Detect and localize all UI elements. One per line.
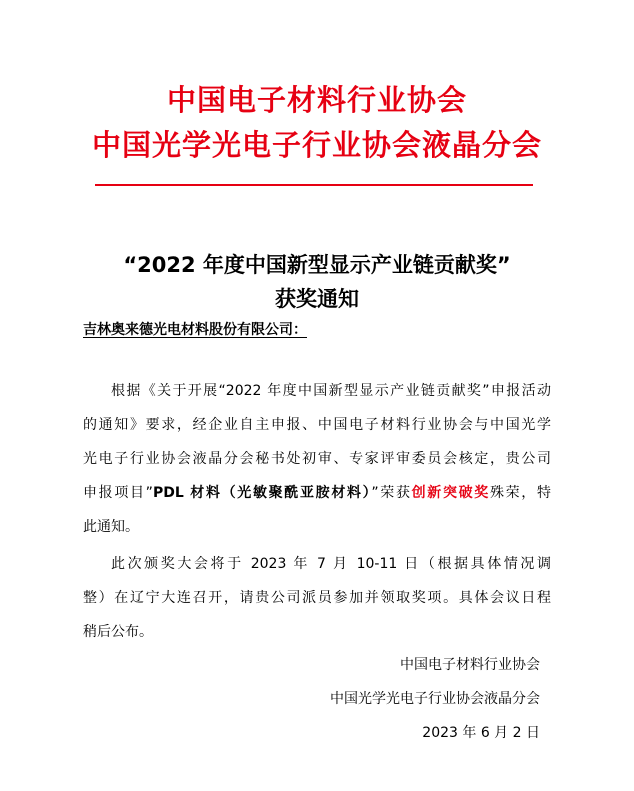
recipient-line: 吉林奥来德光电材料股份有限公司： [83,322,307,338]
paragraph-1-line-3: 光电子行业协会液晶分会秘书处初审、专家评审委员会核定，贵公司 [83,451,551,467]
signature-org-1: 中国电子材料行业协会 [400,657,540,673]
line-4-middle: ”荣获 [371,485,412,501]
document-title: “2022 年度中国新型显示产业链贡献奖” [123,253,511,277]
body-paragraph-2 [83,547,551,649]
paragraph-1-line-1: 根据《关于开展“2022 年度中国新型显示产业链贡献奖”申报活动 [111,383,551,399]
issuer-header-line-2: 中国光学光电子行业协会液晶分会 [91,128,542,162]
line-4-prefix: 申报项目” [83,485,153,501]
line-4-suffix: 殊荣，特 [489,485,551,501]
document-subtitle: 获奖通知 [275,287,359,311]
paragraph-2-line-1: 此次颁奖大会将于 2023 年 7 月 10-11 日（根据具体情况调 [111,556,551,572]
award-project-name: PDL 材料（光敏聚酰亚胺材料） [152,485,372,501]
award-name: 创新突破奖 [411,485,490,501]
paragraph-2-line-2: 整）在辽宁大连召开，请贵公司派员参加并领取奖项。具体会议日程 [83,590,551,606]
paragraph-2-line-3: 稍后公布。 [83,624,153,640]
paragraph-1-line-2: 的通知》要求，经企业自主申报、中国电子材料行业协会与中国光学 [83,417,551,433]
paragraph-1-line-5: 此通知。 [83,519,139,535]
body-paragraph-1 [83,374,551,544]
signature-date: 2023 年 6 月 2 日 [422,725,540,741]
issuer-header-line-1: 中国电子材料行业协会 [166,83,467,117]
paragraph-1-line-4 [83,476,551,510]
red-divider-rule [95,184,533,186]
signature-org-2: 中国光学光电子行业协会液晶分会 [330,691,540,707]
